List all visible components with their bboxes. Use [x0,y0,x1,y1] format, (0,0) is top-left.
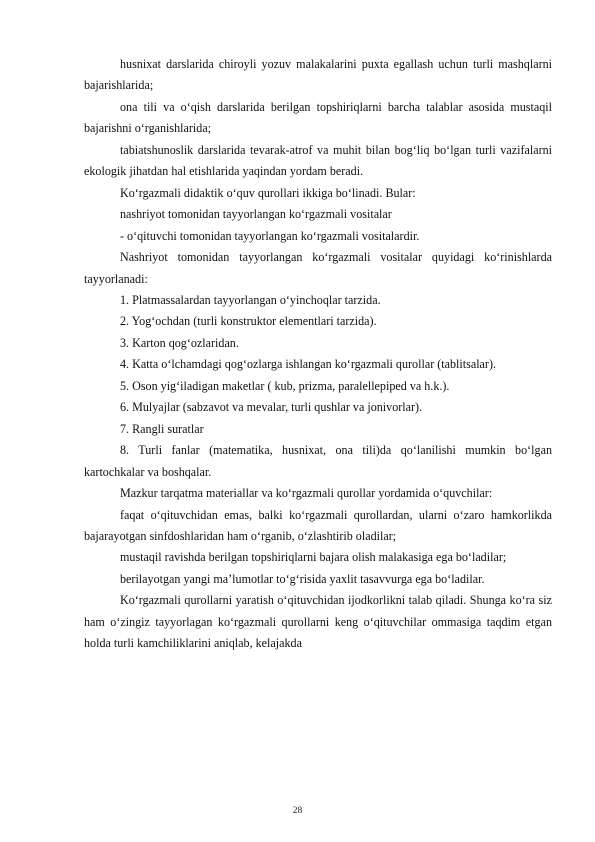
paragraph-ijodkorlik: Ko‘rgazmali qurollarni yaratish o‘qituvchidan ijodkorlikni talab qiladi. Shunga ko‘ra siz ham o‘zingiz tayyorlagan ko‘rgazmali qurollarni keng o‘qituvchilar ommasiga taqdim etgan holda turli kamchiliklarini aniqlab, kelajakda [84,593,552,651]
list-item-1: 1. Platmassalardan tayyorlangan o‘yinchoqlar tarzida. [120,292,381,307]
page-number: 28 [292,806,303,816]
paragraph-tabiatshunoslik: tabiatshunoslik darslarida tevarak-atrof va muhit bilan bog‘liq bo‘lgan turli vazifalarni ekologik jihatdan hal etishlarida yaqindan yordam beradi. [84,142,552,179]
list-item-7: 7. Rangli suratlar [120,421,204,436]
paragraph-husnixat: husnixat darslarida chiroyli yozuv malakalarini puxta egallash uchun turli mashqlarni bajarishlarida; [84,57,552,93]
paragraph-faqat: faqat o‘qituvchidan emas, balki ko‘rgazmali qurollardan, ularni o‘zaro hamkorlikda bajarayotgan sinfdoshlaridan ham o‘rganib, o‘zlashtirib oladilar; [84,507,552,543]
paragraph-oqituvchi-vositalar: - o‘qituvchi tomonidan tayyorlangan ko‘rgazmali vositalardir. [120,228,420,243]
list-item-5: 5. Oson yig‘iladigan maketlar ( kub, prizma, paralellepiped va h.k.). [120,378,450,393]
list-item-4: 4. Katta o‘lchamdagi qog‘ozlarga ishlangan ko‘rgazmali qurollar (tablitsalar). [120,357,497,372]
page-body [84,54,552,655]
list-item-2: 2. Yog‘ochdan (turli konstruktor elementlari tarzida). [120,314,377,329]
paragraph-mustaqil: mustaqil ravishda berilgan topshiriqlarni bajara olish malakasiga ega bo‘ladilar; [120,550,507,565]
paragraph-ona-tili: ona tili va o‘qish darslarida berilgan topshiriqlarni barcha talablar asosida mustaqil bajarishni o‘rganishlarida; [84,99,552,136]
paragraph-nashriyot-vositalar: nashriyot tomonidan tayyorlangan ko‘rgazmali vositalar [120,207,392,222]
paragraph-tarqatma: Mazkur tarqatma materiallar va ko‘rgazmali qurollar yordamida o‘quvchilar: [120,486,493,501]
paragraph-ikkiga-bolinadi: Ko‘rgazmali didaktik o‘quv qurollari ikkiga bo‘linadi. Bular: [120,185,416,200]
paragraph-berilayotgan: berilayotgan yangi ma’lumotlar to‘g‘risida yaxlit tasavvurga ega bo‘ladilar. [120,571,485,586]
list-item-8: 8. Turli fanlar (matematika, husnixat, ona tili)da qo‘lanilishi mumkin bo‘lgan kartochkalar va boshqalar. [84,443,552,479]
list-item-6: 6. Mulyajlar (sabzavot va mevalar, turli qushlar va jonivorlar). [120,400,423,415]
list-item-3: 3. Karton qog‘ozlaridan. [120,335,239,350]
paragraph-korinishlar: Nashriyot tomonidan tayyorlangan ko‘rgazmali vositalar quyidagi ko‘rinishlarda tayyorlanadi: [84,250,552,286]
